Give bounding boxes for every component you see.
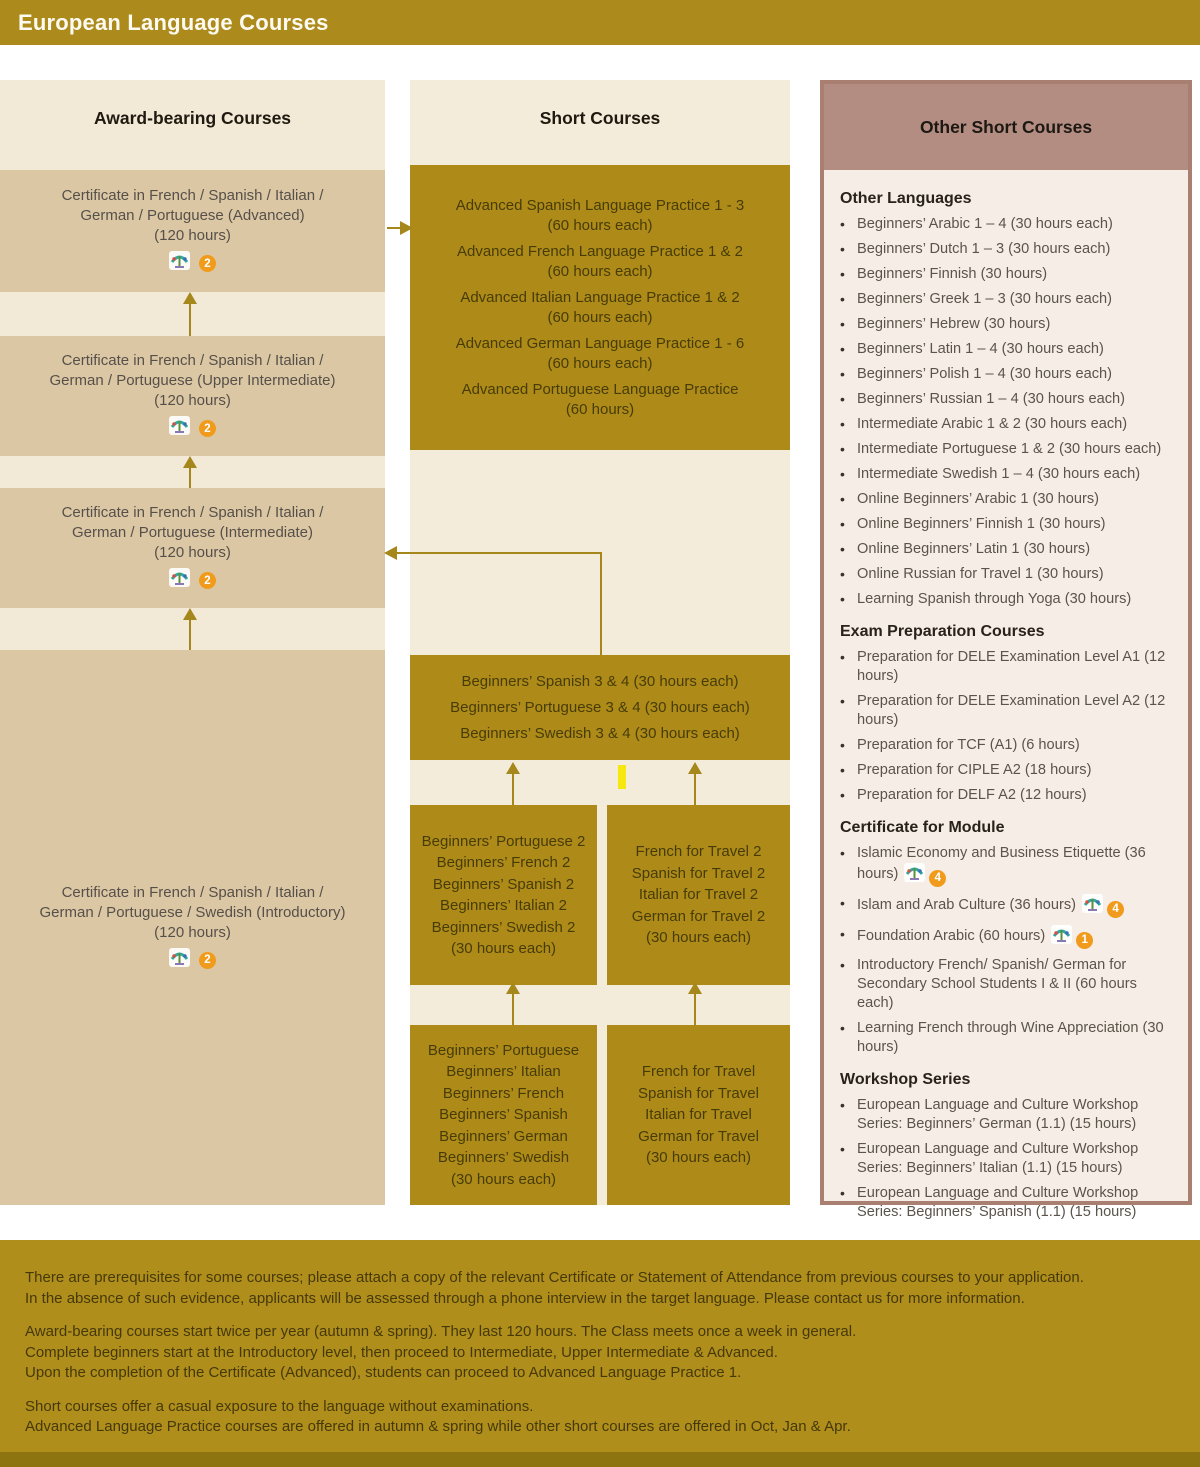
credit-count-badge: 1 xyxy=(1076,932,1093,949)
award-credit-icon xyxy=(169,251,190,276)
course-line: Beginners’ Spanish 2 xyxy=(432,875,575,893)
bullet-item xyxy=(840,290,1172,309)
bullet-item xyxy=(840,692,1172,730)
note-paragraph xyxy=(25,1322,1170,1384)
right-arrowhead-icon xyxy=(400,221,413,235)
bullet-dot: • xyxy=(840,316,845,332)
travel-1-box xyxy=(607,1025,790,1205)
bullet-dot: • xyxy=(840,762,845,778)
award-credit-icon xyxy=(1051,925,1072,950)
bullet-dot: • xyxy=(840,241,845,257)
course-hours: (60 hours each) xyxy=(547,308,653,326)
course-line: (30 hours each) xyxy=(450,940,557,957)
course-line: Spanish for Travel 2 xyxy=(631,864,766,882)
course-line: Beginners’ Spanish 3 & 4 (30 hours each) xyxy=(461,672,739,690)
credit-count-badge: 2 xyxy=(199,420,216,437)
other-column-title: Other Short Courses xyxy=(919,116,1093,137)
bullet-item xyxy=(840,1019,1172,1057)
award-column xyxy=(0,80,385,1205)
course-name: Advanced Spanish Language Practice 1 - 3 xyxy=(455,196,745,214)
bullet-item xyxy=(840,390,1172,409)
course-name: Advanced French Language Practice 1 & 2 xyxy=(456,242,744,260)
up-arrow xyxy=(688,762,702,805)
bullet-dot: • xyxy=(840,895,845,911)
bullet-dot: • xyxy=(840,566,845,582)
bullet-item xyxy=(840,786,1172,805)
other-column xyxy=(820,80,1192,1220)
bullet-dot: • xyxy=(840,216,845,232)
certificate-box-intermediate xyxy=(0,488,385,608)
course-line: (30 hours each) xyxy=(645,929,752,947)
bullet-item-text: Intermediate Portuguese 1 & 2 (30 hours each) xyxy=(857,441,1162,457)
bullet-dot: • xyxy=(840,1097,845,1113)
bullet-item-text: Beginners’ Arabic 1 – 4 (30 hours each) xyxy=(857,216,1113,232)
bullet-item-text: Learning Spanish through Yoga (30 hours) xyxy=(857,591,1132,607)
course-line: German for Travel 2 xyxy=(631,907,766,925)
note-line: Short courses offer a casual exposure to the language without examinations. xyxy=(25,1397,534,1415)
bullet-item xyxy=(840,465,1172,484)
bullet-dot: • xyxy=(840,649,845,665)
bullet-dot: • xyxy=(840,416,845,432)
bullet-item-text: Beginners’ Hebrew (30 hours) xyxy=(857,316,1051,332)
note-line: In the absence of such evidence, applicants will be assessed through a phone interview in the target language. Please contact us for more information. xyxy=(25,1289,1025,1307)
note-line: Complete beginners start at the Introductory level, then proceed to Intermediate, Upper Intermediate & Advanced. xyxy=(25,1343,778,1361)
course-name: Advanced Italian Language Practice 1 & 2 xyxy=(460,288,740,306)
bullet-item xyxy=(840,1140,1172,1178)
certificate-box-introductory xyxy=(0,650,385,1205)
bullet-dot: • xyxy=(840,1185,845,1201)
course-item xyxy=(457,242,743,282)
note-line: Advanced Language Practice courses are offered in autumn & spring while other short courses are offered in Oct, Jan & Apr. xyxy=(25,1418,851,1435)
other-column-header xyxy=(824,84,1188,170)
certificate-text-line: (120 hours) xyxy=(154,923,231,941)
course-line: Beginners’ French xyxy=(442,1084,565,1102)
bullet-item xyxy=(840,590,1172,609)
advanced-practice-box xyxy=(410,165,790,450)
award-credit-icon xyxy=(169,948,190,973)
course-line: French for Travel xyxy=(641,1063,756,1081)
bullet-dot: • xyxy=(840,541,845,557)
bullet-item xyxy=(840,340,1172,359)
course-line: Beginners’ Swedish xyxy=(437,1149,570,1167)
course-line: Italian for Travel xyxy=(645,1106,752,1124)
course-line: Beginners’ Spanish xyxy=(439,1106,568,1124)
bullet-item-text: Online Beginners’ Arabic 1 (30 hours) xyxy=(857,491,1100,507)
bullet-dot: • xyxy=(840,366,845,382)
bullet-item-text: European Language and Culture Workshop Series: Beginners’ German (1.1) (15 hours) xyxy=(857,1097,1139,1132)
bullet-item-text: Beginners’ Russian 1 – 4 (30 hours each) xyxy=(857,391,1125,407)
course-line: Beginners’ Portuguese xyxy=(427,1041,580,1059)
certificate-text-line: German / Portuguese (Intermediate) xyxy=(72,524,313,541)
beginners4-to-intermediate-connector xyxy=(600,552,602,655)
bullet-item-text: European Language and Culture Workshop Series: Beginners’ Italian (1.1) (15 hours) xyxy=(857,1141,1139,1176)
section-heading: Exam Preparation Courses xyxy=(840,623,1045,640)
beginners-2-box xyxy=(410,805,597,985)
beginners-1-box xyxy=(410,1025,597,1205)
up-arrow xyxy=(183,608,197,650)
bullet-item xyxy=(840,956,1172,1013)
bullet-item xyxy=(840,736,1172,755)
up-arrow xyxy=(506,982,520,1025)
course-line: German for Travel xyxy=(638,1127,759,1145)
credit-count-badge: 4 xyxy=(929,870,946,887)
app-header xyxy=(0,0,1200,45)
award-column-title: Award-bearing Courses xyxy=(93,108,292,128)
bullet-item-text: Beginners’ Polish 1 – 4 (30 hours each) xyxy=(857,366,1112,382)
bullet-dot: • xyxy=(840,516,845,532)
course-line: Beginners’ French 2 xyxy=(436,854,571,871)
certificate-text-line: Certificate in French / Spanish / Italian / xyxy=(61,883,324,901)
note-paragraph xyxy=(25,1268,1170,1309)
bullet-dot: • xyxy=(840,957,845,973)
course-line: Beginners’ Portuguese 2 xyxy=(421,832,586,850)
bullet-item xyxy=(840,844,1172,888)
course-item xyxy=(456,334,745,374)
bullet-item xyxy=(840,265,1172,284)
note-line: Upon the completion of the Certificate (Advanced), students can proceed to Advanced Language Practice 1. xyxy=(25,1364,742,1381)
credit-icon-row xyxy=(169,568,216,593)
course-item xyxy=(460,288,739,328)
bullet-item-text: Islamic Economy and Business Etiquette (36 hours) 4 xyxy=(857,844,1172,888)
note-line: There are prerequisites for some courses; please attach a copy of the relevant Certificate or Statement of Attendance from previous courses to your application. xyxy=(25,1269,1084,1286)
course-hours: (60 hours each) xyxy=(547,216,653,234)
bullet-dot: • xyxy=(840,737,845,753)
yellow-marker xyxy=(618,765,626,789)
award-credit-icon xyxy=(1082,894,1103,919)
section-heading: Other Languages xyxy=(840,190,972,207)
course-line: Beginners’ Swedish 3 & 4 (30 hours each) xyxy=(460,724,740,742)
certificate-text-line: (120 hours) xyxy=(154,227,231,244)
certificate-text-line: Certificate in French / Spanish / Italian / xyxy=(61,352,324,369)
bullet-item xyxy=(840,365,1172,384)
certificate-text-line: Certificate in French / Spanish / Italian / xyxy=(61,504,324,521)
bullet-item-text: Preparation for DELE Examination Level A2 (12 hours) xyxy=(857,693,1166,728)
course-line: Beginners’ Swedish 2 xyxy=(431,918,576,936)
certificate-text-line: (120 hours) xyxy=(154,392,231,409)
course-line: Beginners’ Portuguese 3 & 4 (30 hours each) xyxy=(450,698,750,716)
up-arrow xyxy=(688,982,702,1025)
bullet-dot: • xyxy=(840,1020,845,1036)
course-name: Advanced Portuguese Language Practice xyxy=(461,380,739,398)
bullet-dot: • xyxy=(840,341,845,357)
bullet-item xyxy=(840,761,1172,780)
beginners-3-4-box xyxy=(410,655,790,760)
bullet-item-text: Learning French through Wine Appreciation (30 hours) xyxy=(857,1020,1164,1055)
credit-icon-row xyxy=(169,416,216,441)
certificate-text-line: German / Portuguese / Swedish (Introductory) xyxy=(39,903,346,921)
bullet-item-text: Intermediate Arabic 1 & 2 (30 hours each) xyxy=(857,416,1128,432)
award-credit-icon xyxy=(904,863,925,888)
credit-count-badge: 2 xyxy=(199,952,216,969)
bullet-item-text: Online Beginners’ Latin 1 (30 hours) xyxy=(857,541,1091,557)
award-credit-icon xyxy=(169,416,190,441)
credit-count-badge: 4 xyxy=(1107,901,1124,918)
bullet-dot: • xyxy=(840,466,845,482)
course-hours: (60 hours each) xyxy=(547,262,653,280)
course-item xyxy=(462,380,739,420)
bullet-item xyxy=(840,1184,1172,1222)
bullet-item-text: Beginners’ Latin 1 – 4 (30 hours each) xyxy=(857,341,1104,357)
bullet-dot: • xyxy=(840,266,845,282)
up-arrow xyxy=(183,292,197,336)
bullet-item-text: Preparation for DELE Examination Level A1 (12 hours) xyxy=(857,649,1166,684)
bullet-item-text: Beginners’ Dutch 1 – 3 (30 hours each) xyxy=(857,241,1111,257)
certificate-text-line: German / Portuguese (Upper Intermediate) xyxy=(49,372,336,389)
bullet-item xyxy=(840,565,1172,584)
bullet-item xyxy=(840,490,1172,509)
bullet-item-text: Online Russian for Travel 1 (30 hours) xyxy=(857,566,1104,582)
bullet-item xyxy=(840,648,1172,686)
bullet-item-text: Islam and Arab Culture (36 hours) 4 xyxy=(857,894,1124,919)
short-column-title: Short Courses xyxy=(539,108,661,128)
section-heading: Certificate for Module xyxy=(840,819,1005,836)
bullet-dot: • xyxy=(840,693,845,709)
bullet-item-text: Beginners’ Finnish (30 hours) xyxy=(857,266,1048,282)
course-hours: (60 hours) xyxy=(565,400,635,418)
credit-icon-row xyxy=(169,948,216,973)
course-line: (30 hours each) xyxy=(645,1149,752,1167)
award-credit-icon xyxy=(169,568,190,593)
course-line: French for Travel 2 xyxy=(635,843,762,861)
beginners4-to-intermediate-connector xyxy=(396,552,602,554)
bullet-dot: • xyxy=(840,491,845,507)
bullet-item-text: Introductory French/ Spanish/ German for Secondary School Students I & II (60 hours each) xyxy=(857,957,1137,1011)
up-arrow xyxy=(506,762,520,805)
bullet-item xyxy=(840,315,1172,334)
bullet-item-text: Online Beginners’ Finnish 1 (30 hours) xyxy=(857,516,1106,532)
bullet-item xyxy=(840,925,1172,950)
certificate-text-line: (120 hours) xyxy=(154,544,231,561)
course-hours: (60 hours each) xyxy=(547,354,653,372)
bullet-item-text: Preparation for CIPLE A2 (18 hours) xyxy=(857,762,1092,778)
bottom-bar xyxy=(0,1452,1200,1467)
section-heading: Workshop Series xyxy=(840,1071,971,1088)
bullet-dot: • xyxy=(840,787,845,803)
certificate-text-line: German / Portuguese (Advanced) xyxy=(80,207,305,224)
certificate-text-line: Certificate in French / Spanish / Italian / xyxy=(61,187,324,204)
credit-count-badge: 2 xyxy=(199,572,216,589)
course-line: Beginners’ Italian xyxy=(446,1063,561,1081)
bullet-dot: • xyxy=(840,926,845,942)
bullet-item-text: Beginners’ Greek 1 – 3 (30 hours each) xyxy=(857,291,1112,307)
course-line: Beginners’ German xyxy=(439,1127,568,1145)
page-title: European Language Courses xyxy=(18,9,329,35)
credit-count-badge: 2 xyxy=(199,255,216,272)
bullet-dot: • xyxy=(840,441,845,457)
bullet-item xyxy=(840,415,1172,434)
bullet-dot: • xyxy=(840,591,845,607)
bullet-item xyxy=(840,515,1172,534)
note-paragraph xyxy=(25,1397,1170,1438)
bullet-dot: • xyxy=(840,1141,845,1157)
bullet-item xyxy=(840,894,1172,919)
course-name: Advanced German Language Practice 1 - 6 xyxy=(455,334,745,352)
course-line: (30 hours each) xyxy=(450,1170,557,1188)
bullet-dot: • xyxy=(840,391,845,407)
certificate-box-advanced xyxy=(0,170,385,292)
bullet-item-text: Preparation for TCF (A1) (6 hours) xyxy=(857,737,1080,753)
bullet-item-text: Foundation Arabic (60 hours) 1 xyxy=(857,925,1093,950)
bullet-dot: • xyxy=(840,291,845,307)
course-item xyxy=(456,196,745,236)
bullet-item-text: European Language and Culture Workshop Series: Beginners’ Spanish (1.1) (15 hours) xyxy=(857,1185,1139,1220)
travel-2-box xyxy=(607,805,790,985)
course-line: Beginners’ Italian 2 xyxy=(439,897,568,914)
other-column-body xyxy=(824,170,1188,1222)
bullet-item xyxy=(840,440,1172,459)
bullet-item xyxy=(840,215,1172,234)
certificate-box-upper-intermediate xyxy=(0,336,385,456)
footer-notes xyxy=(0,1240,1200,1452)
course-line: Italian for Travel 2 xyxy=(638,886,759,904)
bullet-item xyxy=(840,540,1172,559)
up-arrow xyxy=(183,456,197,488)
course-line: Spanish for Travel xyxy=(638,1084,759,1102)
bullet-item-text: Intermediate Swedish 1 – 4 (30 hours each) xyxy=(857,466,1141,482)
bullet-dot: • xyxy=(840,845,845,861)
bullet-item-text: Preparation for DELF A2 (12 hours) xyxy=(857,787,1087,803)
credit-icon-row xyxy=(169,251,216,276)
bullet-item xyxy=(840,1096,1172,1134)
note-line: Award-bearing courses start twice per year (autumn & spring). They last 120 hours. The Class meets once a week in general. xyxy=(25,1323,857,1340)
bullet-item xyxy=(840,240,1172,259)
